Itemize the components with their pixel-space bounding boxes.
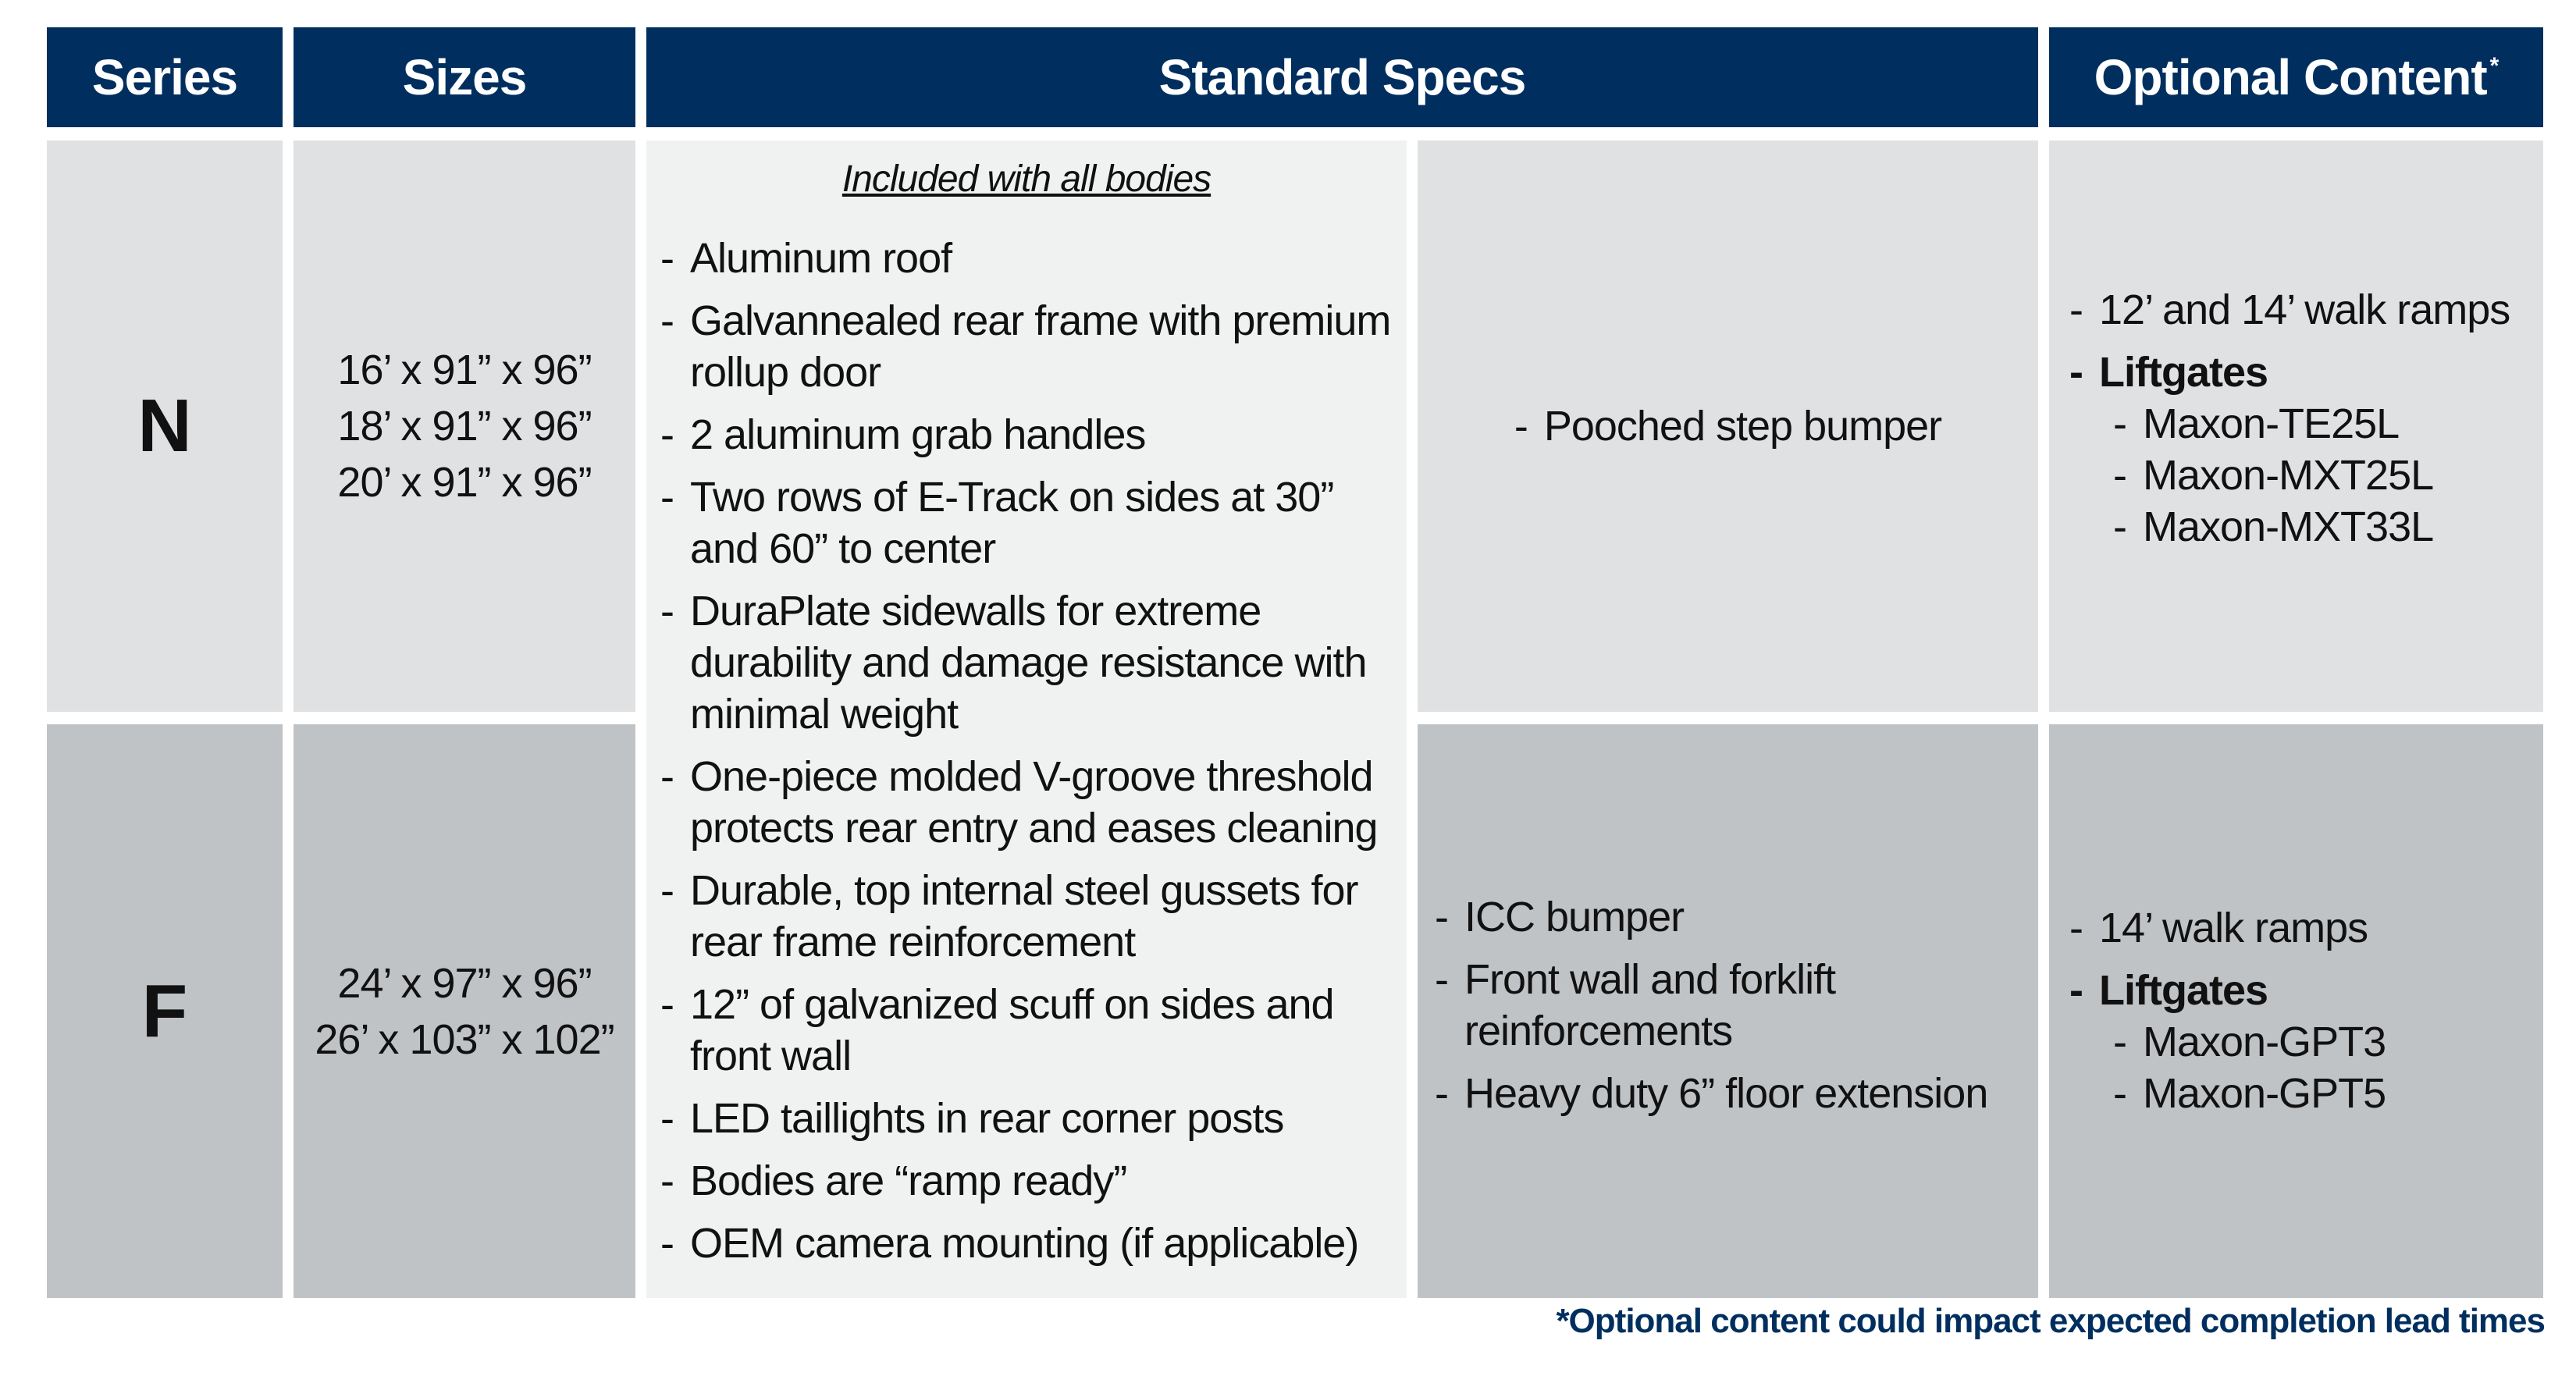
list-item: - Front wall and forklift reinforcements [1435, 954, 2012, 1057]
header-sizes-label: Sizes [402, 49, 527, 105]
list-item: - Maxon-GPT5 [2069, 1068, 2386, 1119]
sizes-cell-n [294, 140, 635, 712]
header-series-label: Series [91, 49, 238, 105]
specific-specs-cell-f [1418, 724, 2038, 1298]
list-item: - Heavy duty 6” floor extension [1435, 1068, 2012, 1119]
optional-list-f [2069, 902, 2386, 1119]
list-item: - ICC bumper [1435, 891, 2012, 943]
footnote: *Optional content could impact expected completion lead times [1556, 1302, 2545, 1340]
optional-cell-n [2049, 140, 2543, 712]
liftgates-heading: - Liftgates [2069, 965, 2386, 1016]
standard-spec-list [660, 233, 1394, 1280]
standard-specs-cell [646, 140, 1407, 1298]
header-optional-content [2049, 27, 2543, 127]
list-item: - Two rows of E-Track on sides at 30” and 60” to center [660, 471, 1394, 574]
header-series [47, 27, 283, 127]
specific-spec-list-f [1435, 891, 2012, 1130]
list-item: - Galvannealed rear frame with premium rollup door [660, 295, 1394, 398]
list-item: - Aluminum roof [660, 233, 1394, 284]
specific-specs-cell-n [1418, 140, 2038, 712]
list-item: - 12’ and 14’ walk ramps [2069, 284, 2510, 336]
series-letter-n: N [137, 384, 192, 468]
size-n-2: 18’ x 91” x 96” [337, 403, 592, 450]
list-item: - 12” of galvanized scuff on sides and front wall [660, 979, 1394, 1082]
list-item: - Maxon-GPT3 [2069, 1016, 2386, 1068]
list-item: - 14’ walk ramps [2069, 902, 2386, 954]
series-cell-n [47, 140, 283, 712]
series-cell-f [47, 724, 283, 1298]
list-item: - LED taillights in rear corner posts [660, 1093, 1394, 1144]
list-item: - Bodies are “ramp ready” [660, 1155, 1394, 1207]
sizes-list-f [315, 955, 614, 1068]
list-item: - Maxon-TE25L [2069, 398, 2510, 450]
sizes-list-n [337, 342, 591, 510]
list-item: - DuraPlate sidewalls for extreme durability and damage resistance with minimal weight [660, 585, 1394, 740]
list-item: - Maxon-MXT25L [2069, 450, 2510, 501]
size-n-3: 20’ x 91” x 96” [337, 459, 592, 506]
series-letter-f: F [141, 969, 188, 1053]
list-item: - Pooched step bumper [1514, 400, 1941, 452]
standard-note: Included with all bodies [841, 158, 1212, 200]
header-standard-specs [646, 27, 2038, 127]
list-item: - Durable, top internal steel gussets for rear frame reinforcement [660, 865, 1394, 968]
sizes-cell-f [294, 724, 635, 1298]
size-n-1: 16’ x 91” x 96” [337, 347, 592, 393]
optional-list-n [2069, 284, 2510, 553]
header-optional-asterisk: * [2489, 53, 2499, 79]
specific-spec-list-n [1514, 400, 1941, 452]
liftgates-heading: - Liftgates [2069, 347, 2510, 398]
header-standard-specs-label: Standard Specs [1158, 49, 1526, 105]
list-item: - 2 aluminum grab handles [660, 409, 1394, 460]
header-optional-content-label: Optional Content [2094, 49, 2487, 105]
list-item: - OEM camera mounting (if applicable) [660, 1218, 1394, 1269]
header-sizes [294, 27, 635, 127]
list-item: - One-piece molded V-groove threshold protects rear entry and eases cleaning [660, 751, 1394, 854]
size-f-1: 24’ x 97” x 96” [337, 959, 592, 1007]
size-f-2: 26’ x 103” x 102” [315, 1015, 614, 1063]
optional-cell-f [2049, 724, 2543, 1298]
list-item: - Maxon-MXT33L [2069, 501, 2510, 553]
